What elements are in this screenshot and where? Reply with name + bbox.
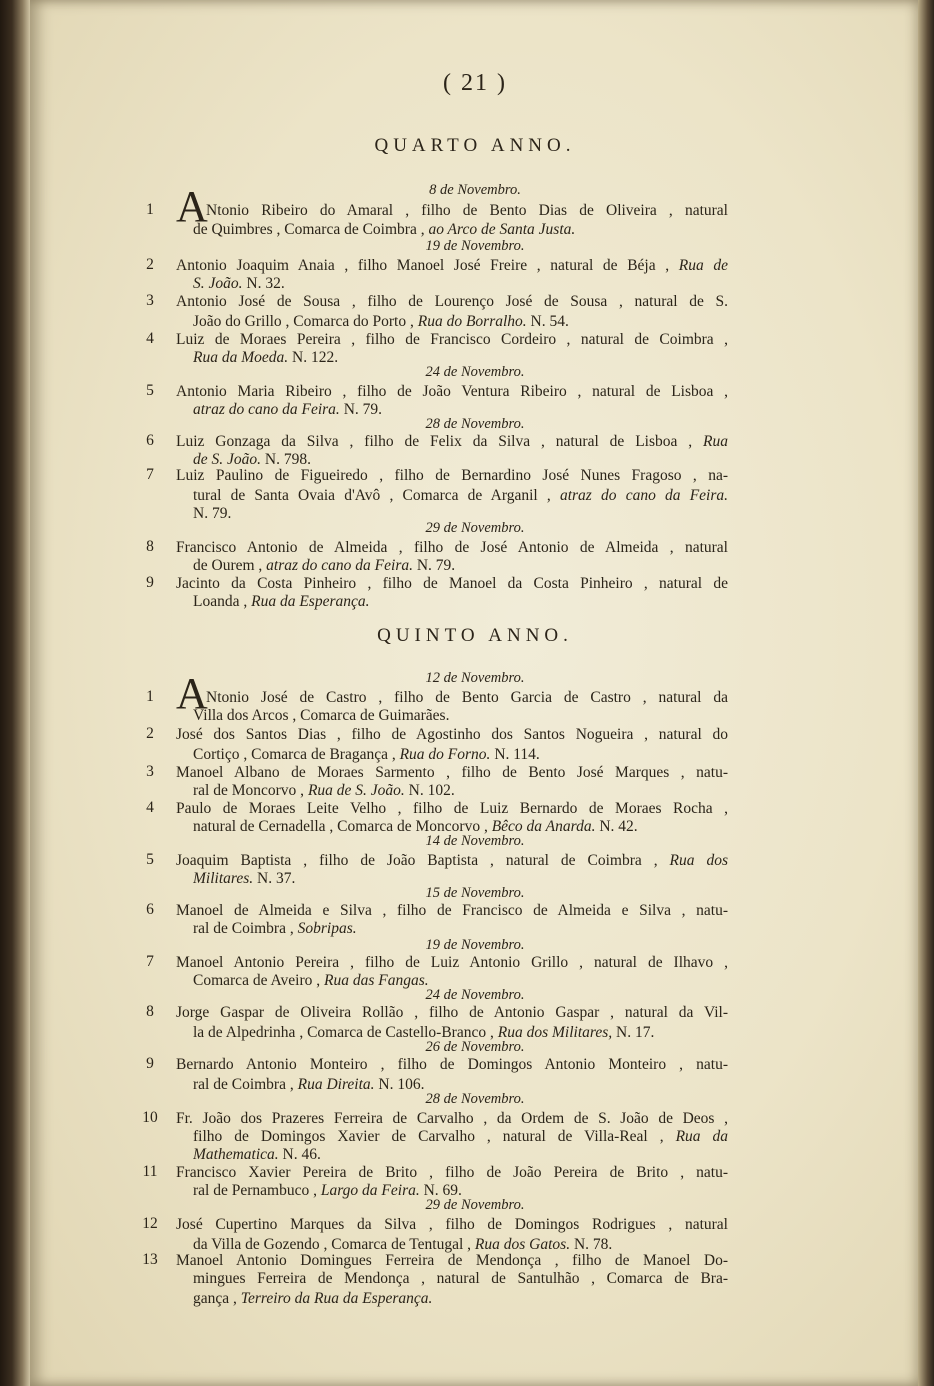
entry-text: Jorge Gaspar de Oliveira Rollão , filho de Antonio Gaspar , natural da Vil- — [176, 1004, 728, 1021]
entry-text: Villa dos Arcos , Comarca de Guimarães. — [193, 707, 450, 724]
entry-text: Antonio Joaquim Anaia , filho Manoel José Freire , natural de Béja , — [176, 257, 679, 274]
entry-number: 1 — [146, 688, 154, 705]
entry-line — [193, 1127, 728, 1147]
entry-number: 5 — [146, 382, 154, 399]
street-address: Rua da — [675, 1128, 728, 1145]
entry-line — [193, 1289, 728, 1309]
entry-line — [193, 781, 728, 801]
entry-line — [176, 256, 728, 276]
street-address: de S. João. — [193, 451, 262, 468]
book-gutter-left — [0, 0, 30, 1386]
entry-line — [193, 1269, 728, 1289]
entry-text: Fr. João dos Prazeres Ferreira de Carvalho , da Ordem de S. João de Deos , — [176, 1110, 728, 1127]
entry-line — [176, 799, 728, 819]
entry-text: Antonio Maria Ribeiro , filho de João Ventura Ribeiro , natural de Lisboa , — [176, 383, 728, 400]
street-address: Largo da Feira. — [320, 1182, 420, 1199]
entry-line — [193, 486, 728, 506]
entry-line — [193, 1145, 728, 1165]
entry-line — [193, 556, 728, 576]
street-address: Militares. — [193, 870, 254, 887]
entry-date: 29 de Novembro. — [425, 520, 525, 536]
entry-text: ral de Pernambuco , — [193, 1182, 321, 1199]
entry-line — [176, 763, 728, 783]
entry-line — [193, 706, 728, 726]
entry-date: 28 de Novembro. — [425, 416, 525, 432]
entry-line — [176, 901, 728, 921]
book-edge-right — [918, 0, 934, 1386]
entry-text: de Quimbres , Comarca de Coimbra , — [193, 221, 429, 238]
entry-line — [176, 538, 728, 558]
street-address: Rua dos Militares, — [497, 1024, 613, 1041]
entry-text: José dos Santos Dias , filho de Agostinho dos Santos Nogueira , natural do — [176, 726, 728, 743]
entry-number: 6 — [146, 901, 154, 918]
entry-date: 19 de Novembro. — [425, 937, 525, 953]
entry-text: Manoel Antonio Pereira , filho de Luiz Antonio Grillo , natural de Ilhavo , — [176, 954, 728, 971]
street-address: Sobripas. — [297, 920, 357, 937]
street-address: Rua dos Gatos. — [474, 1236, 571, 1253]
entry-line — [176, 1003, 728, 1023]
street-address: Rua Direita. — [297, 1076, 375, 1093]
section-heading: QUARTO ANNO. — [374, 135, 576, 156]
house-number: N. 114. — [490, 746, 540, 763]
entry-line — [176, 574, 728, 594]
street-address: Rua das Fangas. — [324, 972, 429, 989]
street-address: Rua do Forno. — [399, 746, 491, 763]
entry-text: Bernardo Antonio Monteiro , filho de Domingos Antonio Monteiro , natu- — [176, 1056, 728, 1073]
entry-number: 9 — [146, 574, 154, 591]
entry-number: 8 — [146, 538, 154, 555]
entry-line — [176, 330, 728, 350]
street-address: Rua do Borralho. — [417, 313, 527, 330]
house-number: N. 69. — [419, 1182, 462, 1199]
entry-text: la de Alpedrinha , Comarca de Castello-Branco , — [193, 1024, 498, 1041]
entry-date: 24 de Novembro. — [425, 364, 525, 380]
house-number: N. 102. — [404, 782, 455, 799]
entry-date: 12 de Novembro. — [425, 670, 525, 686]
entry-number: 10 — [142, 1109, 158, 1126]
entry-text: Antonio José de Sousa , filho de Lourenço José de Sousa , natural de S. — [176, 293, 728, 310]
house-number: N. 37. — [253, 870, 296, 887]
street-address: S. João. — [193, 275, 243, 292]
entry-text: João do Grillo , Comarca do Porto , — [193, 313, 418, 330]
entry-text: Manoel Antonio Domingues Ferreira de Mendonça , filho de Manoel Do- — [176, 1252, 728, 1269]
entry-line — [176, 1109, 728, 1129]
house-number: N. 79. — [339, 401, 383, 418]
house-number: N. 54. — [526, 313, 569, 330]
section-heading: QUINTO ANNO. — [377, 625, 573, 646]
entry-line — [176, 432, 728, 452]
entry-text: da Villa de Gozendo , Comarca de Tentugal , — [193, 1236, 475, 1253]
entry-date: 26 de Novembro. — [425, 1039, 525, 1055]
street-address: Rua da Esperança. — [251, 593, 370, 610]
house-number: N. 42. — [595, 818, 638, 835]
entry-text: Francisco Antonio de Almeida , filho de José Antonio de Almeida , natural — [176, 539, 728, 556]
house-number: N. 122. — [288, 349, 339, 366]
entry-text: natural de Cernadella , Comarca de Moncorvo , — [193, 818, 492, 835]
entry-line — [206, 201, 728, 221]
house-number: N. 17. — [612, 1024, 655, 1041]
street-address: Rua da Moeda. — [193, 349, 289, 366]
entry-text: de Ourem , — [193, 557, 267, 574]
entry-line — [193, 592, 728, 612]
entry-text: mingues Ferreira de Mendonça , natural de Santulhão , Comarca de Bra- — [193, 1270, 728, 1287]
entry-line — [193, 312, 728, 332]
house-number: N. 79. — [412, 557, 456, 574]
entry-line — [176, 1251, 728, 1271]
entry-line — [176, 1163, 728, 1183]
page-number: ( 21 ) — [443, 70, 507, 96]
entry-text: Luiz de Moraes Pereira , filho de Francisco Cordeiro , natural de Coimbra , — [176, 331, 728, 348]
street-address: Rua de S. João. — [307, 782, 405, 799]
entry-line — [176, 851, 728, 871]
entry-date: 28 de Novembro. — [425, 1091, 525, 1107]
entry-text: ral de Coimbra , — [193, 920, 298, 937]
entry-number: 11 — [142, 1163, 158, 1180]
entry-number: 3 — [146, 292, 154, 309]
street-address: Rua — [703, 433, 728, 450]
entry-number: 3 — [146, 763, 154, 780]
entry-line — [176, 1055, 728, 1075]
entry-number: 2 — [146, 256, 154, 273]
entry-number: 5 — [146, 851, 154, 868]
entry-number: 7 — [146, 466, 154, 483]
entry-date: 14 de Novembro. — [425, 833, 525, 849]
entry-date: 29 de Novembro. — [425, 1197, 525, 1213]
entry-line — [176, 382, 728, 402]
entry-text: Paulo de Moraes Leite Velho , filho de Luiz Bernardo de Moraes Rocha , — [176, 800, 728, 817]
entry-text: Jacinto da Costa Pinheiro , filho de Manoel da Costa Pinheiro , natural de — [176, 575, 728, 592]
entry-text: Manoel Albano de Moraes Sarmento , filho de Bento José Marques , natu- — [176, 764, 728, 781]
entry-date: 24 de Novembro. — [425, 987, 525, 1003]
entry-text: Luiz Paulino de Figueiredo , filho de Bernardino José Nunes Fragoso , na- — [176, 467, 728, 484]
entry-text: Loanda , — [193, 593, 252, 610]
entry-text: Luiz Gonzaga da Silva , filho de Felix da Silva , natural de Lisboa , — [176, 433, 704, 450]
entry-text: Joaquim Baptista , filho de João Baptista , natural de Coimbra , — [176, 852, 670, 869]
street-address: Terreiro da Rua da Esperança. — [240, 1290, 433, 1307]
street-address: atraz do cano da Feira. — [266, 557, 413, 574]
entry-line — [193, 220, 728, 240]
street-address: Rua dos — [669, 852, 728, 869]
street-address: Bêco da Anarda. — [491, 818, 596, 835]
entry-date: 8 de Novembro. — [429, 182, 521, 198]
entry-number: 7 — [146, 953, 154, 970]
entry-text: tural de Santa Ovaia d'Avô , Comarca de Arganil , — [193, 487, 560, 504]
street-address: Mathematica. — [193, 1146, 279, 1163]
entry-line — [176, 953, 728, 973]
entry-text: Francisco Xavier Pereira de Brito , filho de João Pereira de Brito , natu- — [176, 1164, 728, 1181]
street-address: atraz do cano da Feira. — [193, 401, 340, 418]
entry-number: 1 — [146, 201, 154, 218]
house-number: N. 32. — [242, 275, 285, 292]
entry-line — [176, 1215, 728, 1235]
entry-line — [176, 292, 728, 312]
street-address: atraz do cano da Feira. — [559, 487, 728, 504]
street-address: ao Arco de Santa Justa. — [428, 221, 576, 238]
entry-line — [193, 919, 728, 939]
entry-text: Comarca de Aveiro , — [193, 972, 324, 989]
entry-text: Cortiço , Comarca de Bragança , — [193, 746, 400, 763]
entry-text: N. 79. — [193, 505, 232, 522]
book-page — [30, 0, 920, 1386]
entry-line — [193, 274, 728, 294]
entry-text: ral de Moncorvo , — [193, 782, 308, 799]
entry-number: 8 — [146, 1003, 154, 1020]
entry-number: 6 — [146, 432, 154, 449]
entry-text: filho de Domingos Xavier de Carvalho , natural de Villa-Real , — [193, 1128, 676, 1145]
entry-number: 4 — [146, 799, 154, 816]
entry-line — [176, 725, 728, 745]
entry-number: 2 — [146, 725, 154, 742]
entry-number: 4 — [146, 330, 154, 347]
entry-number: 9 — [146, 1055, 154, 1072]
entry-date: 15 de Novembro. — [425, 885, 525, 901]
entry-text: Manoel de Almeida e Silva , filho de Francisco de Almeida e Silva , natu- — [176, 902, 728, 919]
entry-line — [206, 688, 728, 708]
entry-date: 19 de Novembro. — [425, 238, 525, 254]
entry-text: ral de Coimbra , — [193, 1076, 298, 1093]
house-number: N. 106. — [374, 1076, 425, 1093]
entry-text: gança , — [193, 1290, 241, 1307]
entry-text: Ntonio Ribeiro do Amaral , filho de Bento Dias de Oliveira , natural — [206, 202, 728, 219]
entry-line — [176, 466, 728, 486]
drop-cap: A — [176, 182, 208, 231]
house-number: N. 78. — [570, 1236, 613, 1253]
entry-text: Ntonio José de Castro , filho de Bento Garcia de Castro , natural da — [206, 689, 728, 706]
entry-line — [193, 745, 728, 765]
entry-number: 12 — [142, 1215, 158, 1232]
house-number: N. 46. — [278, 1146, 321, 1163]
entry-text: José Cupertino Marques da Silva , filho de Domingos Rodrigues , natural — [176, 1216, 728, 1233]
street-address: Rua de — [678, 257, 728, 274]
drop-cap: A — [176, 669, 208, 718]
entry-number: 13 — [142, 1251, 158, 1268]
house-number: N. 798. — [261, 451, 311, 468]
